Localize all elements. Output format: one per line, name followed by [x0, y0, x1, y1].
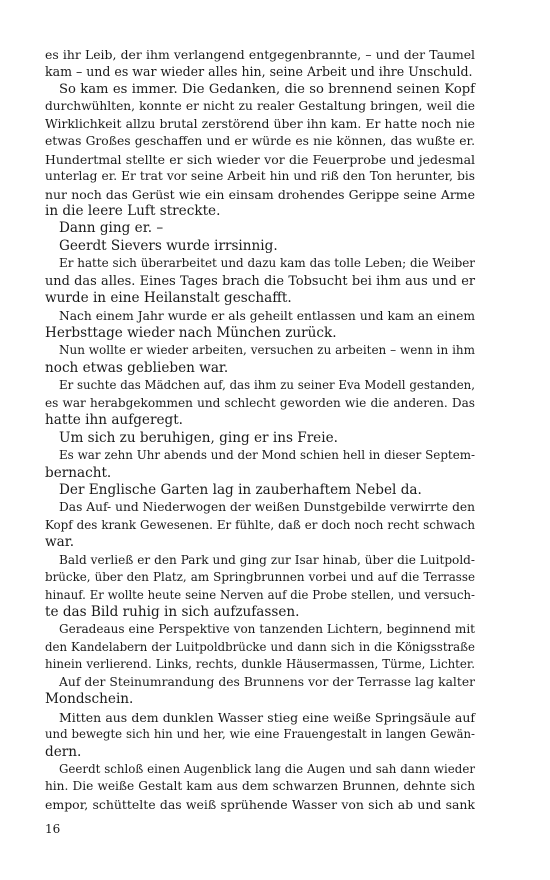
text-line: Es war zehn Uhr abends und der Mond schien hell in dieser Septem- — [59, 448, 475, 463]
text-line: Mondschein. — [45, 691, 134, 708]
text-line: in die leere Luft streckte. — [45, 202, 221, 219]
text-line: Herbsttage wieder nach München zurück. — [45, 325, 337, 341]
text-line: dern. — [45, 743, 82, 760]
text-line: kam – und es war wieder alles hin, seine Arbeit und ihre Unschuld. — [45, 64, 473, 80]
text-line: Hundertmal stellte er sich wieder vor die Feuerprobe und jedesmal — [45, 151, 475, 167]
body-text — [45, 46, 475, 813]
text-line: Der Englische Garten lag in zauberhaftem Nebel da. — [59, 481, 422, 498]
text-line: Auf der Steinumrandung des Brunnens vor der Terrasse lag kalter — [59, 674, 475, 689]
text-line: bernacht. — [45, 464, 112, 481]
text-line: Um sich zu beruhigen, ging er ins Freie. — [59, 429, 338, 446]
text-line: Nach einem Jahr wurde er als geheilt entlassen und kam an einem — [59, 308, 475, 323]
text-line: Das Auf- und Niederwogen der weißen Dunstgebilde verwirrte den — [59, 500, 475, 515]
text-line: noch etwas geblieben war. — [45, 359, 229, 376]
text-line: unterlag er. Er trat vor seine Arbeit hin und riß den Ton herunter, bis — [45, 169, 475, 184]
page-number: 16 — [45, 822, 61, 836]
text-line: war. — [45, 534, 75, 551]
text-line: Er suchte das Mädchen auf, das ihm zu seiner Eva Modell gestanden, — [59, 378, 475, 393]
text-line: Wirklichkeit allzu brutal zerstörend über ihn kam. Er hatte noch nie — [45, 116, 475, 131]
text-line: hinauf. Er wollte heute seine Nerven auf die Probe stellen, und versuch- — [45, 587, 475, 602]
text-line: Kopf des krank Gewesenen. Er fühlte, daß er doch noch recht schwach — [45, 517, 475, 532]
text-line: und bewegte sich hin und her, wie eine Frauengestalt in langen Gewän- — [45, 727, 475, 742]
text-line: es war herabgekommen und schlecht geworden wie die anderen. Das — [45, 395, 475, 410]
text-line: Er hatte sich überarbeitet und dazu kam das tolle Leben; die Weiber — [59, 256, 475, 271]
text-line: Mitten aus dem dunklen Wasser stieg eine weiße Springsäule auf — [59, 709, 475, 725]
text-line: es ihr Leib, der ihm verlangend entgegenbrannte, – und der Taumel — [45, 47, 475, 62]
text-line: und das alles. Eines Tages brach die Tobsucht bei ihm aus und er — [45, 273, 475, 289]
text-line: etwas Großes geschaffen und er würde es nie können, das wußte er. — [45, 134, 475, 149]
text-line: So kam es immer. Die Gedanken, die so brennend seinen Kopf — [59, 81, 475, 97]
text-line: hinein verlierend. Links, rechts, dunkle Häusermassen, Türme, Lichter. — [45, 657, 475, 672]
text-line: Geerdt Sievers wurde irrsinnig. — [59, 237, 278, 254]
text-line: Geerdt schloß einen Augenblick lang die Augen und sah dann wieder — [59, 761, 475, 776]
text-line: nur noch das Gerüst wie ein einsam drohendes Gerippe seine Arme — [45, 186, 475, 202]
text-line: hin. Die weiße Gestalt kam aus dem schwarzen Brunnen, dehnte sich — [45, 779, 475, 794]
text-line: empor, schüttelte das weiß sprühende Wasser von sich ab und sank — [45, 796, 475, 812]
text-line: brücke, über den Platz, am Springbrunnen vorbei und auf die Terrasse — [45, 570, 475, 585]
text-line: wurde in eine Heilanstalt geschafft. — [45, 290, 292, 307]
text-line: te das Bild ruhig in sich aufzufassen. — [45, 604, 300, 620]
text-line: Nun wollte er wieder arbeiten, versuchen zu arbeiten – wenn in ihm — [59, 343, 475, 358]
text-line: Bald verließ er den Park und ging zur Isar hinab, über die Luitpold- — [59, 552, 475, 567]
text-line: Geradeaus eine Perspektive von tanzenden Lichtern, beginnend mit — [59, 622, 475, 637]
text-line: den Kandelabern der Luitpoldbrücke und dann sich in die Königsstraße — [45, 639, 475, 654]
text-line: Dann ging er. – — [59, 220, 164, 237]
text-line: durchwühlten, konnte er nicht zu realer Gestaltung bringen, weil die — [45, 99, 475, 114]
text-line: hatte ihn aufgeregt. — [45, 412, 183, 429]
